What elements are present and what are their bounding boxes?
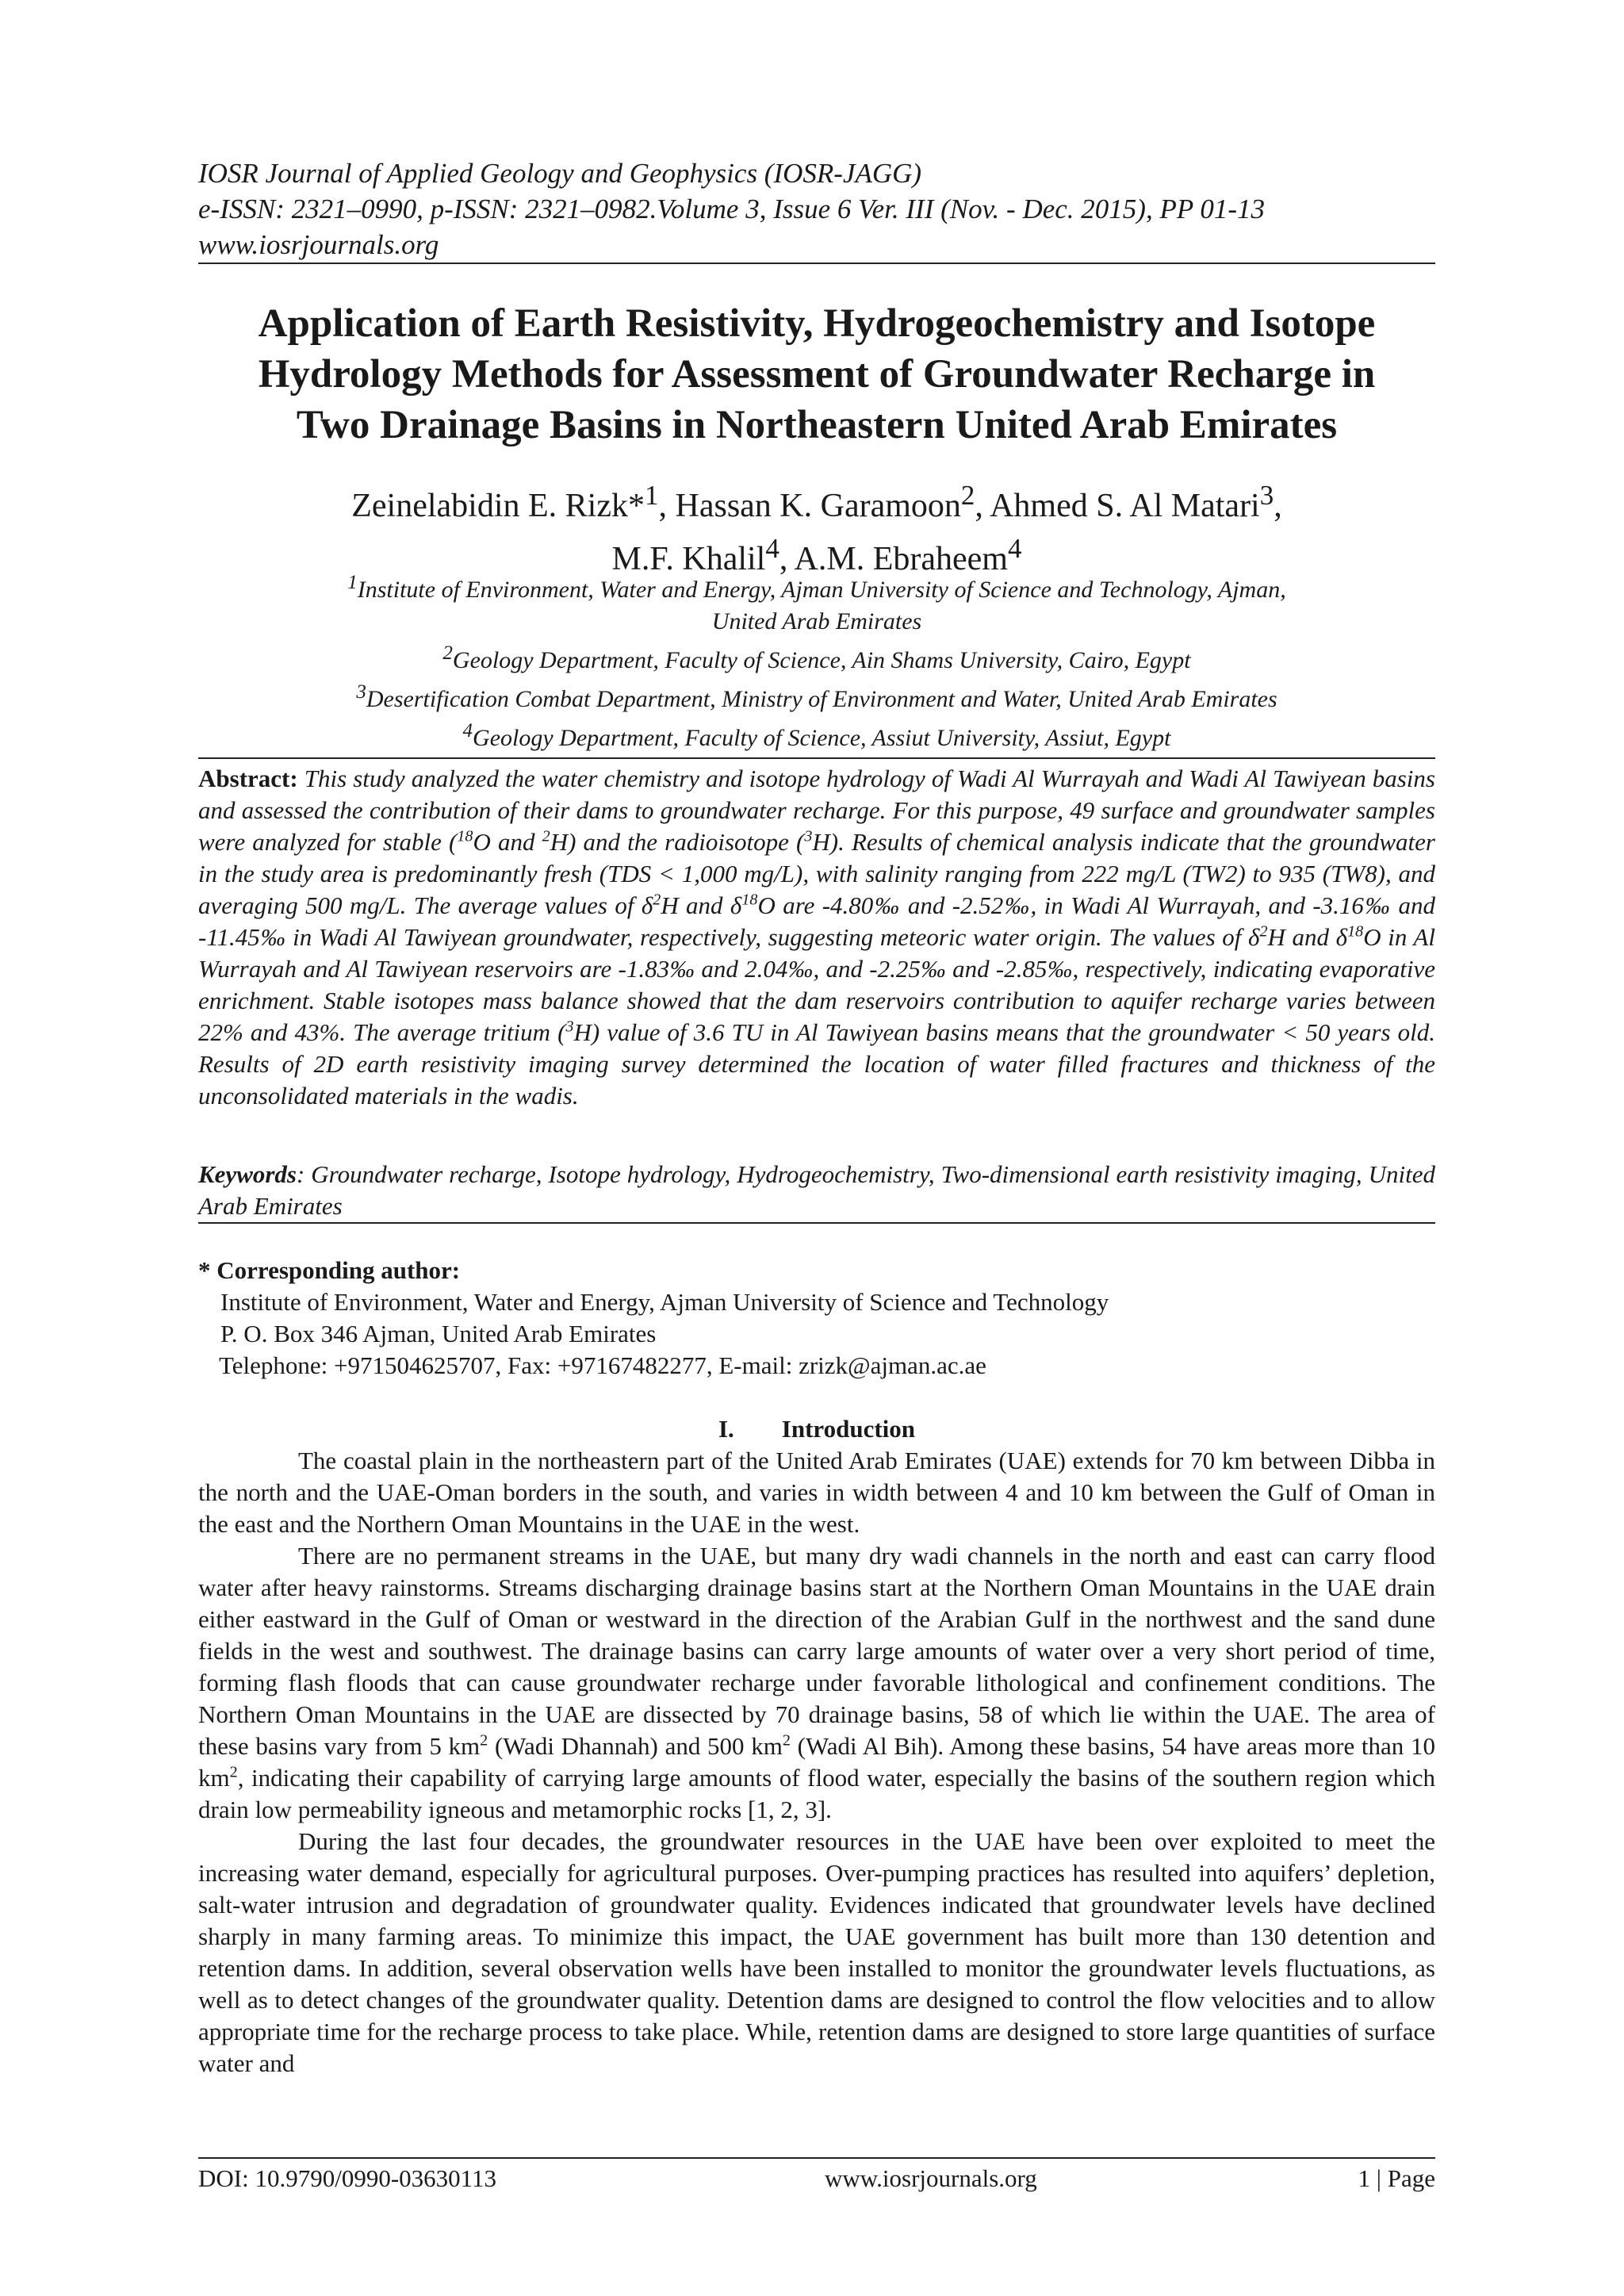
affil-mark: 2 (442, 642, 453, 664)
journal-issn-volume: e-ISSN: 2321–0990, p-ISSN: 2321–0982.Volume 3, Issue 6 Ver. III (Nov. - Dec. 2015), PP 01-13 (198, 194, 1265, 224)
paragraph (198, 1540, 1435, 1826)
author-name: Zeinelabidin E. Rizk* (351, 488, 645, 524)
para-text: (Wadi Al Bih). Among these basins, 54 have areas more than 10 km (198, 1732, 1435, 1792)
affil-text: Geology Department, Faculty of Science, Ain Shams University, Cairo, Egypt (452, 647, 1191, 673)
abstract-text: O are -4.80‰ and -2.52‰, in Wadi Al Wurrayah, and -3.16‰ and -11.45‰ in Wadi Al Tawiyean groundwater, respectively, suggesting meteoric water origin. The values of δ (198, 891, 1435, 951)
corresponding-author (198, 1255, 1435, 1382)
paragraph: During the last four decades, the groundwater resources in the UAE have been over exploited to meet the increasing water demand, especially for agricultural purposes. Over-pumping practices has resulted into aquifers’ depletion, salt-water intrusion and degradation of groundwater quality. Evidences indicated that groundwater levels have declined sharply in many farming areas. To minimize this impact, the UAE government has built more than 130 detention and retention dams. In addition, several observation wells have been installed to monitor the groundwater levels fluctuations, as well as to detect changes of the groundwater quality. Detention dams are designed to control the flow velocities and to allow appropriate time for the recharge process to take place. While, retention dams are designed to store large quantities of surface water and (198, 1827, 1435, 2077)
affil-mark: 3 (356, 681, 366, 703)
para-text: There are no permanent streams in the UAE, but many dry wadi channels in the north and east can carry flood water after heavy rainstorms. Streams discharging drainage basins start at the Northern Oman Mountains in the UAE drain either eastward in the Gulf of Oman or westward in the direction of the Arabian Gulf in the northwest and the sand dune fields in the west and southwest. The drainage basins can carry large amounts of water over a very short period of time, forming flash floods that can cause groundwater recharge under favorable lithological and confinement conditions. The Northern Oman Mountains in the UAE are dissected by 70 drainage basins, 58 of which lie within the UAE. The area of these basins vary from 5 km (198, 1542, 1435, 1760)
title-line: Application of Earth Resistivity, Hydrogeochemistry and Isotope (258, 301, 1376, 346)
page-footer (198, 2163, 1435, 2194)
superscript: 2 (480, 1731, 488, 1750)
section-title: Introduction (781, 1415, 916, 1443)
abstract-label: Abstract: (198, 765, 298, 792)
author-affil-mark: 4 (765, 533, 779, 564)
abstract-text: O and (473, 828, 542, 856)
author-list (198, 474, 1435, 581)
affiliation-1 (198, 567, 1435, 606)
footer-rule (198, 2157, 1435, 2159)
affil-text: Geology Department, Faculty of Science, Assiut University, Assiut, Egypt (473, 725, 1171, 751)
footer-website: www.iosrjournals.org (825, 2164, 1037, 2192)
footer-page-number: 1 | Page (1358, 2164, 1435, 2192)
affil-mark: 1 (347, 572, 358, 593)
author-separator: , (1274, 488, 1282, 524)
author-affil-mark: 2 (960, 480, 975, 511)
affil-text: Institute of Environment, Water and Energy, Ajman University of Science and Technology, Ajman, (357, 577, 1286, 603)
para-text: , indicating their capability of carrying large amounts of flood water, especially the basins of the southern region which drain low permeability igneous and metamorphic rocks [1, 2, 3]. (198, 1764, 1435, 1823)
abstract-text: H and δ (1267, 923, 1348, 951)
author-affil-mark: 3 (1259, 480, 1274, 511)
corresponding-institution: Institute of Environment, Water and Energy, Ajman University of Science and Technology (220, 1288, 1109, 1316)
affiliation-2 (198, 638, 1435, 677)
superscript: 2 (653, 891, 661, 909)
title-line: Two Drainage Basins in Northeastern United Arab Emirates (296, 403, 1338, 447)
author-name: , Ahmed S. Al Matari (975, 488, 1260, 524)
abstract-bottom-rule (198, 1222, 1435, 1224)
section-heading (198, 1413, 1435, 1445)
superscript: 2 (1259, 922, 1268, 941)
keywords (198, 1159, 1435, 1222)
footer-doi: DOI: 10.9790/0990-03630113 (198, 2164, 496, 2192)
author-affil-mark: 1 (645, 480, 659, 511)
paper-title (198, 298, 1435, 450)
para-text: (Wadi Dhannah) and 500 km (488, 1732, 783, 1760)
abstract-text: H and δ (661, 891, 742, 919)
affiliation-4 (198, 715, 1435, 754)
abstract-text: H) and the radioisotope ( (550, 828, 805, 856)
journal-name: IOSR Journal of Applied Geology and Geophysics (IOSR-JAGG) (198, 158, 922, 189)
affiliation-3 (198, 677, 1435, 715)
corresponding-contact: Telephone: +971504625707, Fax: +97167482277, E-mail: zrizk@ajman.ac.ae (219, 1351, 986, 1379)
keywords-text: : Groundwater recharge, Isotope hydrology, Hydrogeochemistry, Two-dimensional earth resistivity imaging, United Arab Emirates (198, 1160, 1435, 1220)
abstract-text: H). Results of chemical analysis indicate that the groundwater in the study area is predominantly fresh (TDS < 1,000 mg/L), with salinity ranging from 222 mg/L (TW2) to 935 (TW8), and averaging 500 mg/L. The average values of δ (198, 828, 1435, 919)
author-name: , Hassan K. Garamoon (658, 488, 961, 524)
affil-text: Desertification Combat Department, Ministry of Environment and Water, United Arab Emirates (366, 686, 1277, 712)
affiliation-list (198, 567, 1435, 754)
superscript: 3 (565, 1018, 574, 1036)
abstract-top-rule (198, 757, 1435, 759)
abstract (198, 763, 1435, 1112)
superscript: 2 (229, 1763, 238, 1781)
author-name: , A.M. Ebraheem (779, 541, 1008, 577)
keywords-label: Keywords (198, 1160, 297, 1188)
corresponding-heading: * Corresponding author: (198, 1256, 461, 1284)
author-affil-mark: 4 (1007, 533, 1022, 564)
superscript: 2 (542, 827, 550, 845)
superscript: 18 (1347, 922, 1364, 941)
header-rule (198, 263, 1435, 264)
superscript: 2 (782, 1731, 791, 1750)
abstract-text: O in Al Wurrayah and Al Tawiyean reservoirs are -1.83‰ and 2.04‰, and -2.25‰ and -2.85‰, respectively, indicating evaporative enrichment. Stable isotopes mass balance showed that the dam reservoirs contribution to aquifer recharge varies between 22% and 43%. The average tritium ( (198, 923, 1435, 1046)
journal-header (198, 155, 1435, 263)
abstract-text: H) value of 3.6 TU in Al Tawiyean basins means that the groundwater < 50 years old. Results of 2D earth resistivity imaging survey determined the location of water filled fractures and thickness of the unconsolidated materials in the wadis. (198, 1018, 1436, 1110)
superscript: 3 (804, 827, 813, 845)
author-name: M.F. Khalil (611, 541, 766, 577)
paragraph: The coastal plain in the northeastern part of the United Arab Emirates (UAE) extends for 70 km between Dibba in the north and the UAE-Oman borders in the south, and varies in width between 4 and 10 km between the Gulf of Oman in the east and the Northern Oman Mountains in the UAE in the west. (198, 1447, 1435, 1538)
abstract-text: This study analyzed the water chemistry and isotope hydrology of Wadi Al Wurrayah and Wadi Al Tawiyean basins and assessed the contribution of their dams to groundwater recharge. For this purpose, 49 surface and groundwater samples were analyzed for stable ( (198, 765, 1435, 856)
affiliation-1-cont: United Arab Emirates (711, 608, 922, 634)
introduction-body (198, 1445, 1435, 2079)
title-line: Hydrology Methods for Assessment of Groundwater Recharge in (258, 352, 1376, 397)
corresponding-address: P. O. Box 346 Ajman, United Arab Emirates (220, 1320, 657, 1347)
superscript: 18 (741, 891, 758, 909)
superscript: 18 (457, 827, 473, 845)
journal-website: www.iosrjournals.org (198, 229, 439, 260)
affil-mark: 4 (462, 720, 473, 742)
section-number: I. (718, 1415, 734, 1443)
